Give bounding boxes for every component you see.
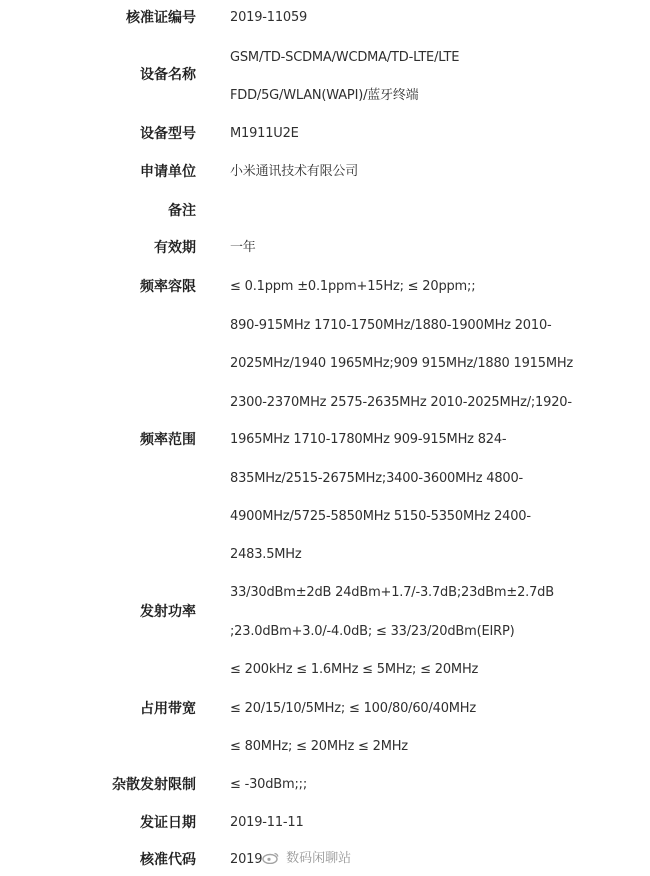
transmit-power-line-2-row [0,622,650,642]
frequency-range-line-2-row [0,354,650,374]
device-model-label: 设备型号 [140,126,196,142]
frequency-range-label: 频率范围 [140,432,196,448]
device-model-value: M1911U2E [230,126,299,141]
frequency-range-line-3-row [0,393,650,413]
validity-row [0,238,650,258]
frequency-range-label-row [0,430,650,450]
issue-date-label: 发证日期 [140,815,196,831]
occupied-bandwidth-line-2: ≤ 20/15/10/5MHz; ≤ 100/80/60/40MHz [230,701,477,716]
applicant-value: 小米通讯技术有限公司 [230,164,359,179]
device-name-label-row [0,65,650,85]
frequency-range-line-4: 1965MHz 1710-1780MHz 909-915MHz 824- [230,432,507,447]
spurious-emission-row [0,775,650,795]
remarks-row [0,201,650,221]
device-model-row [0,124,650,144]
approval-code-value: 2019 [230,852,263,867]
occupied-bandwidth-label: 占用带宽 [140,701,196,717]
occupied-bandwidth-label-row [0,699,650,719]
approval-number-label: 核准证编号 [126,10,196,26]
spurious-emission-value: ≤ -30dBm;;; [230,777,308,792]
frequency-range-line-7: 2483.5MHz [230,547,302,562]
occupied-bandwidth-line-1: ≤ 200kHz ≤ 1.6MHz ≤ 5MHz; ≤ 20MHz [230,662,479,677]
device-name-line-1: GSM/TD-SCDMA/WCDMA/TD-LTE/LTE [230,50,460,65]
approval-number-row [0,8,650,28]
transmit-power-label-row [0,602,650,622]
transmit-power-line-1-row [0,583,650,603]
frequency-range-line-6: 4900MHz/5725-5850MHz 5150-5350MHz 2400- [230,509,531,524]
frequency-range-line-3: 2300-2370MHz 2575-2635MHz 2010-2025MHz/;1920- [230,395,572,410]
frequency-range-line-2: 2025MHz/1940 1965MHz;909 915MHz/1880 1915MHz [230,356,574,371]
weibo-logo-icon [262,851,280,864]
remarks-label: 备注 [168,203,196,219]
frequency-range-line-5: 835MHz/2515-2675MHz;3400-3600MHz 4800- [230,471,524,486]
frequency-tolerance-row [0,277,650,297]
occupied-bandwidth-line-1-row [0,660,650,680]
frequency-tolerance-value: ≤ 0.1ppm ±0.1ppm+15Hz; ≤ 20ppm;; [230,279,476,294]
applicant-row [0,162,650,182]
device-name-line-2-row [0,86,650,106]
issue-date-value: 2019-11-11 [230,815,304,830]
transmit-power-line-2: ;23.0dBm+3.0/-4.0dB; ≤ 33/23/20dBm(EIRP) [230,624,515,639]
device-name-line-2: FDD/5G/WLAN(WAPI)/蓝牙终端 [230,88,419,103]
approval-code-label: 核准代码 [140,852,196,868]
frequency-range-line-1: 890-915MHz 1710-1750MHz/1880-1900MHz 2010- [230,318,552,333]
approval-number-value: 2019-11059 [230,10,308,25]
frequency-range-line-1-row [0,316,650,336]
frequency-range-line-6-row [0,507,650,527]
issue-date-row [0,813,650,833]
occupied-bandwidth-line-3-row [0,737,650,757]
frequency-range-line-7-row [0,545,650,565]
frequency-tolerance-label: 频率容限 [140,279,196,295]
watermark-text: 数码闲聊站 [286,851,352,866]
frequency-range-line-5-row [0,469,650,489]
applicant-label: 申请单位 [140,164,196,180]
transmit-power-label: 发射功率 [140,604,196,620]
transmit-power-line-1: 33/30dBm±2dB 24dBm+1.7/-3.7dB;23dBm±2.7dB [230,585,554,600]
validity-label: 有效期 [154,240,196,256]
occupied-bandwidth-line-3: ≤ 80MHz; ≤ 20MHz ≤ 2MHz [230,739,408,754]
watermark [262,849,351,869]
spurious-emission-label: 杂散发射限制 [112,777,196,793]
device-name-label: 设备名称 [140,67,196,83]
validity-value: 一年 [230,240,256,255]
